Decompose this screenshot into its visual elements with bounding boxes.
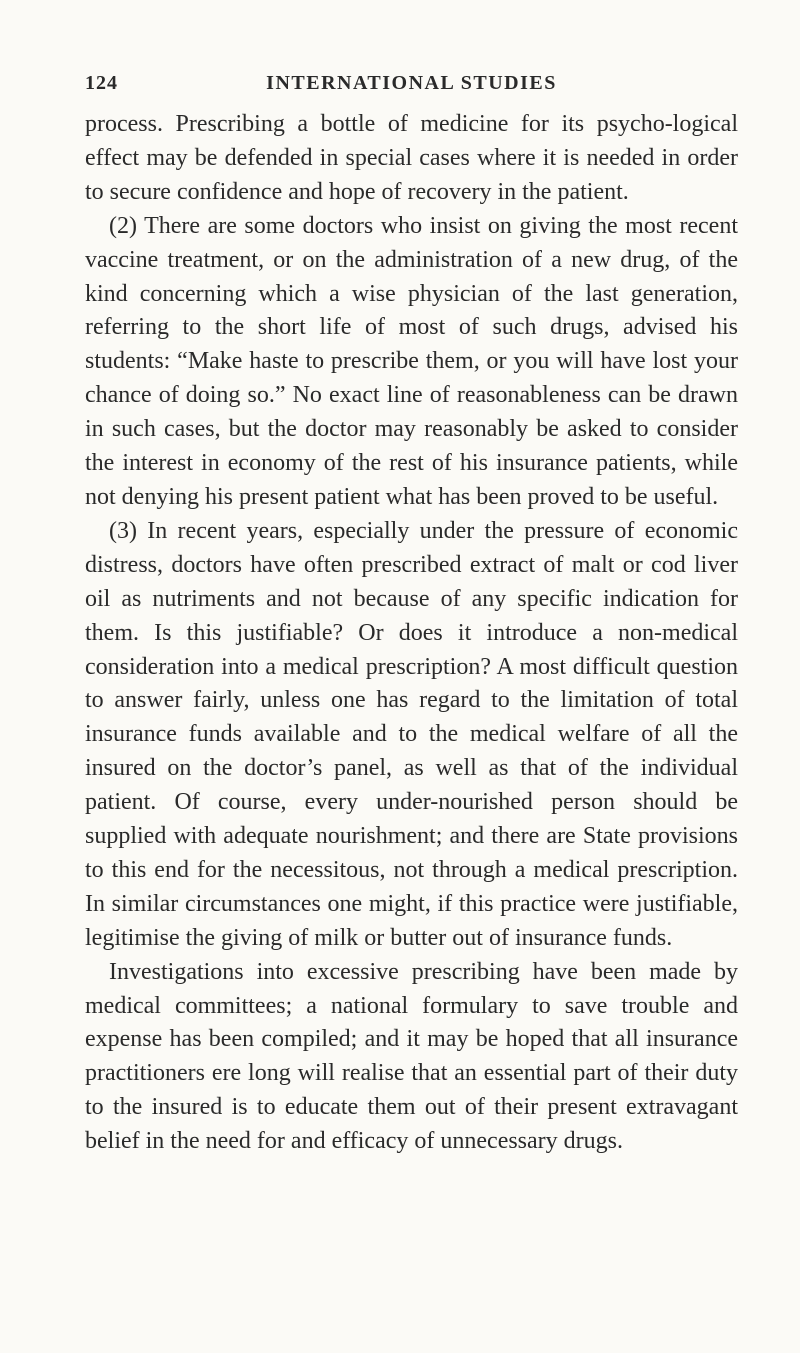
running-header: [85, 72, 738, 96]
paragraph-point-2: (2) There are some doctors who insist on giving the most recent vaccine treatment, or on the administration of a new drug, of the kind concerning which a wise physician of the last generation, referring to the short life of most of such drugs, advised his students: “Make haste to prescribe them, or you will have lost your chance of doing so.” No exact line of reasonableness can be drawn in such cases, but the doctor may reasonably be asked to consider the interest in economy of the rest of his insurance patients, while not denying his present patient what has been proved to be useful.: [85, 212, 738, 510]
book-page: [85, 72, 738, 1159]
running-title: INTERNATIONAL STUDIES: [266, 72, 557, 94]
page-number: 124: [85, 72, 118, 94]
paragraph-investigations: Investigations into excessive prescribing have been made by medical committees; a national formulary to save trouble and expense has been compiled; and it may be hoped that all insurance practitioners ere long will realise that an essential part of their duty to the insured is to educate them out of their present extravagant belief in the need for and efficacy of unnecessary drugs.: [85, 958, 738, 1155]
paragraph-continuation: process. Prescribing a bottle of medicine for its psycho-logical effect may be defended in special cases where it is needed in order to secure confidence and hope of recovery in the patient.: [85, 111, 738, 205]
body-text: [85, 108, 738, 1159]
paragraph-point-3: (3) In recent years, especially under the pressure of economic distress, doctors have often prescribed extract of malt or cod liver oil as nutriments and not because of any specific indication for them. Is this justifiable? Or does it introduce a non-medical consideration into a medical prescription? A most difficult question to answer fairly, unless one has regard to the limitation of total insurance funds available and to the medical welfare of all the insured on the doctor’s panel, as well as that of the individual patient. Of course, every under-nourished person should be supplied with adequate nourishment; and there are State provisions to this end for the necessitous, not through a medical prescription. In similar circumstances one might, if this practice were justifiable, legitimise the giving of milk or butter out of insurance funds.: [85, 517, 738, 951]
